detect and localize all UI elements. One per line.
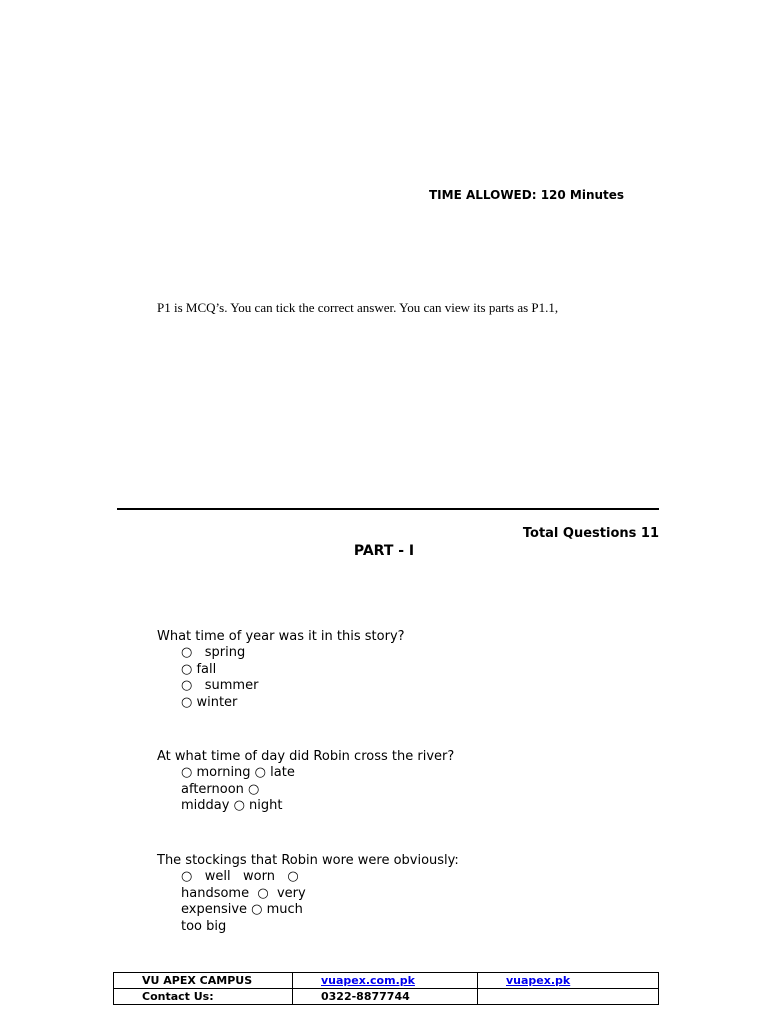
section-divider	[117, 508, 659, 510]
question-1	[157, 628, 405, 712]
instructions-text: P1 is MCQ’s. You can tick the correct answer. You can view its parts as P1.1,	[157, 300, 559, 315]
question-text: What time of year was it in this story?	[157, 629, 405, 644]
question-2	[157, 748, 454, 815]
time-allowed: TIME ALLOWED: 120 Minutes	[429, 188, 625, 202]
option-winter[interactable]: ○ winter	[181, 695, 238, 711]
link-vuapex-pk[interactable]: vuapex.pk	[506, 973, 571, 987]
option-line-3[interactable]: midday ○ night	[181, 798, 283, 814]
part-title: PART - I	[353, 543, 415, 559]
options-list	[157, 869, 459, 936]
footer-table	[113, 972, 659, 1005]
footer-row-1	[114, 973, 659, 989]
footer-empty-cell	[478, 989, 659, 1005]
question-text: At what time of day did Robin cross the river?	[157, 749, 455, 764]
contact-label: Contact Us:	[114, 989, 293, 1005]
footer-cell-2	[293, 973, 478, 989]
options-list	[157, 645, 405, 712]
question-3	[157, 852, 459, 936]
option-summer[interactable]: ○ summer	[181, 678, 259, 694]
contact-phone: 0322-8877744	[293, 989, 478, 1005]
option-line-1[interactable]: ○ morning ○ late	[181, 765, 295, 780]
footer-row-2	[114, 989, 659, 1005]
total-questions: Total Questions 11	[522, 526, 659, 541]
options-list	[157, 765, 454, 815]
option-spring[interactable]: ○ spring	[181, 645, 246, 660]
option-line-1[interactable]: ○ well worn ○	[181, 869, 299, 884]
campus-name: VU APEX CAMPUS	[114, 973, 293, 989]
link-vuapex-com-pk[interactable]: vuapex.com.pk	[321, 973, 415, 987]
question-text: The stockings that Robin wore were obviously:	[157, 853, 459, 868]
option-line-2[interactable]: handsome ○ very	[181, 885, 306, 901]
option-line-4[interactable]: too big	[181, 919, 227, 935]
option-fall[interactable]: ○ fall	[181, 661, 217, 677]
option-line-3[interactable]: expensive ○ much	[181, 902, 303, 918]
footer-cell-3	[478, 973, 659, 989]
option-line-2[interactable]: afternoon ○	[181, 781, 260, 797]
